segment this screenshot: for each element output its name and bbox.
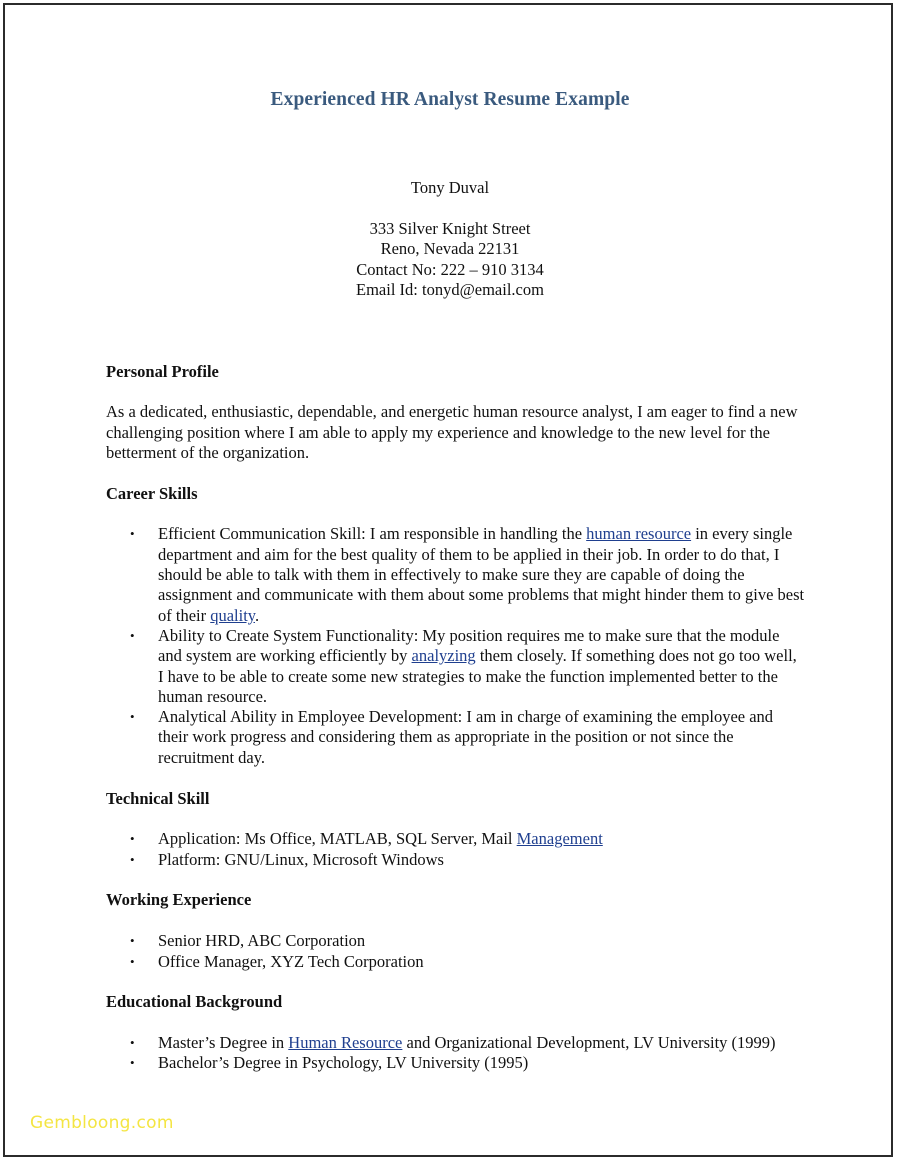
link-human-resource[interactable]: human resource [586,524,692,544]
section-heading-profile: Personal Profile [106,362,219,381]
watermark-text: Gembloong.com [30,1113,174,1133]
bullet-icon: • [130,1055,135,1071]
list-item: • Bachelor’s Degree in Psychology, LV University (1995) [130,1053,529,1073]
address-line-1: 333 Silver Knight Street [369,218,531,238]
list-item: • Senior HRD, ABC Corporation [130,931,366,951]
section-heading-technical: Technical Skill [106,788,210,808]
resume-body [106,362,806,1074]
bullet-icon: • [130,1035,135,1051]
list-item: • Master’s Degree in Human Resource and Organizational Development, LV University (1999) [130,1033,776,1053]
list-item: • Efficient Communication Skill: I am responsible in handling the human resource in every single department and aim for the best quality of them to be applied in their job. In order to do that, I should be able to talk with them in effectively to make sure they are capable of doing the assignment and communicate with them about some problems that might hinder them to give best of their quality. [130,524,805,625]
section-heading-career: Career Skills [106,483,198,503]
list-item: • Application: Ms Office, MATLAB, SQL Server, Mail Management [130,829,603,849]
experience-list [106,931,806,972]
address-line-2: Reno, Nevada 22131 [380,239,520,258]
section-heading-experience: Working Experience [106,890,252,910]
document-title: Experienced HR Analyst Resume Example [270,89,630,110]
list-item: • Platform: GNU/Linux, Microsoft Windows [130,849,444,869]
career-skills-list [106,524,806,768]
bullet-icon: • [130,831,135,847]
bullet-icon: • [130,709,135,725]
email-address: Email Id: tonyd@email.com [356,280,544,299]
link-human-resource-degree[interactable]: Human Resource [288,1033,403,1053]
link-analyzing[interactable]: analyzing [411,646,476,666]
list-item: • Office Manager, XYZ Tech Corporation [130,951,424,971]
bullet-icon: • [130,627,135,643]
technical-skills-list [106,829,806,870]
candidate-name: Tony Duval [410,178,490,197]
contact-block [0,178,900,301]
bullet-icon: • [130,953,135,969]
education-list [106,1033,806,1074]
section-heading-education: Educational Background [106,992,283,1012]
link-management[interactable]: Management [516,829,603,849]
contact-number: Contact No: 222 – 910 3134 [356,259,544,279]
bullet-icon: • [130,851,135,867]
profile-text: As a dedicated, enthusiastic, dependable, and energetic human resource analyst, I am eager to find a new challenging position where I am able to apply my experience and knowledge to the new level for the betterment of the organization. [106,402,798,462]
bullet-icon: • [130,933,135,949]
list-item: • Ability to Create System Functionality: My position requires me to make sure that the module and system are working efficiently by analyzing them closely. If something does not go too well, I have to be able to create some new strategies to make the function implemented better to the human resource. [130,625,797,706]
bullet-icon: • [130,526,135,542]
list-item: • Analytical Ability in Employee Development: I am in charge of examining the employee and their work progress and considering them as appropriate in the position or not since the recruitment day. [130,707,774,767]
link-quality[interactable]: quality [210,605,255,625]
